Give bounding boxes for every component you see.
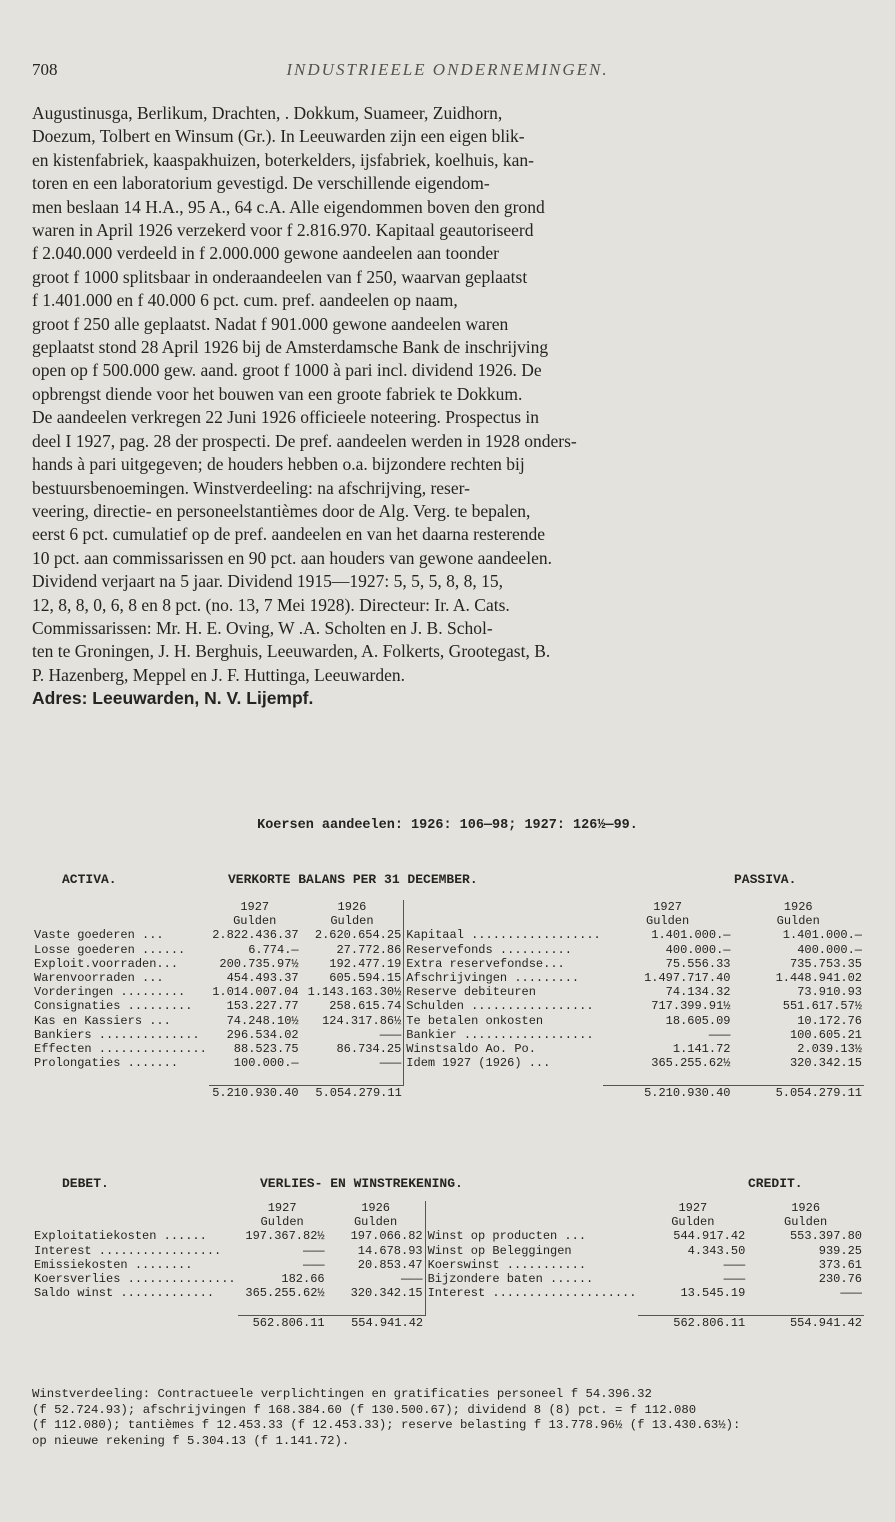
balance-year-row [32,900,864,914]
total-cell: 562.806.11 [638,1315,747,1330]
table-row [32,1244,864,1258]
body-line: 10 pct. aan commissarissen en 90 pct. aan houders van gewone aandeelen. [32,547,552,568]
item-label: Emissiekosten ........ [34,1257,193,1272]
amount-cell: 717.399.91½ [651,999,731,1014]
pl-totals-row [32,1315,864,1330]
item-label: Koersverlies ............... [34,1272,236,1287]
item-label: Bijzondere baten ...... [425,1272,638,1286]
amount-cell: ——— [723,1272,746,1287]
amount-cell: 18.605.09 [665,1013,731,1028]
body-line: groot f 250 alle geplaatst. Nadat f 901.000 gewone aandeelen waren [32,313,509,334]
table-row [32,1042,864,1056]
amount-cell: 13.545.19 [680,1286,746,1301]
amount-cell: 100.000.— [233,1056,299,1071]
body-line: waren in April 1926 verzekerd voor f 2.816.970. Kapitaal geautoriseerd [32,220,534,241]
total-cell: 562.806.11 [238,1315,327,1330]
amount-cell: 27.772.86 [336,942,402,957]
activa-heading: ACTIVA. [62,872,117,887]
unit-header: Gulden [671,1215,715,1230]
item-label: Exploitatiekosten ...... [34,1229,207,1244]
table-row [32,1014,864,1028]
body-line: men beslaan 14 H.A., 95 A., 64 c.A. Alle eigendommen boven den grond [32,196,545,217]
amount-cell: ——— [723,1257,746,1272]
amount-cell: 10.172.76 [797,1013,862,1028]
amount-cell: 197.367.82½ [245,1229,325,1244]
amount-cell: ——— [303,1257,325,1272]
total-cell: 554.941.42 [747,1315,864,1330]
year-header: 1927 [653,900,683,914]
item-label: Losse goederen ...... [34,942,186,957]
passiva-heading: PASSIVA. [734,872,797,887]
body-line: eerst 6 pct. cumulatief op de pref. aandeelen en van het daarna resterende [32,524,546,545]
unit-header: Gulden [784,1215,828,1230]
amount-cell: 320.342.15 [789,1056,862,1071]
table-row [32,957,864,971]
share-prices: Koersen aandeelen: 1926: 106—98; 1927: 126½—99. [257,818,638,833]
balance-rows [32,928,864,1070]
unit-header: Gulden [646,914,690,929]
body-line: groot f 1000 splitsbaar in onderaandeelen van f 250, waarvan geplaatst [32,266,528,287]
item-label: Bankiers .............. [34,1027,200,1042]
amount-cell: ——— [708,1027,731,1042]
unit-header: Gulden [353,1215,398,1230]
item-label: Koerswinst ........... [425,1258,638,1272]
item-label: Reserve debiteuren [404,985,603,999]
body-line: ten te Groningen, J. H. Berghuis, Leeuwarden, A. Folkerts, Grootegast, B. [32,641,551,662]
amount-cell: 1.401.000.— [782,928,862,943]
body-line: hands à pari uitgegeven; de houders hebben o.a. bijzondere rechten bij [32,454,525,475]
body-line: opbrengst diende voor het bouwen van een groote fabriek te Dokkum. [32,383,523,404]
profit-distribution [32,1387,864,1449]
amount-cell: ——— [303,1243,325,1258]
body-line: 12, 8, 8, 0, 6, 8 en 8 pct. (no. 13, 7 Mei 1928). Directeur: Ir. A. Cats. [32,594,510,615]
amount-cell: ——— [840,1286,862,1301]
table-row [32,1056,864,1070]
debet-heading: DEBET. [62,1176,109,1191]
item-label: Bankier .................. [404,1028,603,1042]
amount-cell: 153.227.77 [226,999,299,1014]
footer-line: Winstverdeeling: Contractueele verplichtingen en gratificaties personeel f 54.396.32 [32,1387,652,1401]
amount-cell: 20.853.47 [357,1257,423,1272]
item-label: Schulden ................. [404,999,603,1013]
item-label: Prolongaties ....... [34,1056,179,1071]
item-label: Exploit.voorraden... [34,956,179,971]
amount-cell: 1.014.007.04 [212,985,299,1000]
item-label: Kapitaal .................. [404,928,603,942]
amount-cell: 320.342.15 [350,1286,423,1301]
item-label: Winst op producten ... [425,1229,638,1243]
footer-line: (f 112.080); tantièmes f 12.453.33 (f 12.453.33); reserve belasting f 13.778.96½ (f 13.430.63½): [32,1418,741,1432]
total-cell: 5.210.930.40 [209,1085,301,1100]
table-row [32,1028,864,1042]
amount-cell: 197.066.82 [350,1229,423,1244]
table-row [32,971,864,985]
pl-table [32,1201,864,1330]
amount-cell: 544.917.42 [673,1229,746,1244]
amount-cell: 605.594.15 [329,971,402,986]
amount-cell: ——— [379,1056,402,1071]
unit-header: Gulden [330,914,374,929]
amount-cell: 14.678.93 [357,1243,423,1258]
body-line: deel I 1927, pag. 28 der prospecti. De pref. aandeelen werden in 1928 onders- [32,430,577,451]
unit-header: Gulden [776,914,820,929]
total-cell: 5.054.279.11 [301,1085,404,1100]
amount-cell: 400.000.— [797,942,862,957]
balance-table [32,900,864,1100]
amount-cell: 1.143.163.30½ [307,985,402,1000]
pl-unit-row [32,1215,864,1229]
amount-cell: 73.910.93 [797,985,862,1000]
item-label: Idem 1927 (1926) ... [404,1056,603,1070]
amount-cell: 100.605.21 [789,1027,862,1042]
amount-cell: 2.039.13½ [797,1042,862,1057]
amount-cell: 124.317.86½ [322,1013,402,1028]
body-line: bestuursbenoemingen. Winstverdeeling: na afschrijving, reser- [32,477,470,498]
amount-cell: 200.735.97½ [219,956,299,971]
year-header: 1926 [791,1201,821,1215]
amount-cell: 400.000.— [665,942,731,957]
amount-cell: 454.493.37 [226,971,299,986]
balance-totals-row [32,1085,864,1100]
body-line: Commissarissen: Mr. H. E. Oving, W .A. Scholten en J. B. Schol- [32,617,493,638]
amount-cell: ——— [400,1272,423,1287]
body-line: Augustinusga, Berlikum, Drachten, . Dokkum, Suameer, Zuidhorn, [32,103,503,123]
amount-cell: 75.556.33 [665,956,731,971]
body-line: De aandeelen verkregen 22 Juni 1926 officieele noteering. Prospectus in [32,407,540,428]
body-line: en kistenfabriek, kaaspakhuizen, boterkelders, ijsfabriek, koelhuis, kan- [32,149,534,170]
item-label: Effecten ............... [34,1042,207,1057]
footer-line: (f 52.724.93); afschrijvingen f 168.384.60 (f 130.500.67); dividend 8 (8) pct. = f 112.080 [32,1402,697,1417]
footer-line: op nieuwe rekening f 5.304.13 (f 1.141.72). [32,1433,350,1448]
pl-rows [32,1229,864,1300]
balance-title: VERKORTE BALANS PER 31 DECEMBER. [228,872,478,887]
amount-cell: 365.255.62½ [651,1056,731,1071]
amount-cell: 86.734.25 [336,1042,402,1057]
item-label: Winst op Beleggingen [425,1244,638,1258]
body-line: P. Hazenberg, Meppel en J. F. Huttinga, Leeuwarden. [32,664,405,685]
item-label: Consignaties ......... [34,999,193,1014]
table-row [32,943,864,957]
amount-cell: 2.822.436.37 [212,928,299,943]
unit-header: Gulden [260,1215,304,1230]
body-line: open op f 500.000 gew. aand. groot f 1000 à pari incl. dividend 1926. De [32,360,542,381]
amount-cell: 373.61 [818,1257,862,1272]
amount-cell: 2.620.654.25 [314,928,402,943]
item-label: Warenvoorraden ... [34,971,164,986]
year-header: 1926 [783,900,813,914]
amount-cell: 74.248.10½ [226,1013,299,1028]
amount-cell: 1.497.717.40 [644,971,731,986]
year-header: 1927 [267,1201,297,1215]
year-header: 1927 [240,900,270,914]
amount-cell: 1.141.72 [672,1042,731,1057]
total-cell: 554.941.42 [327,1315,425,1330]
item-label: Vaste goederen ... [34,928,164,943]
amount-cell: 230.76 [818,1272,862,1287]
item-label: Saldo winst ............. [34,1286,215,1301]
table-row [32,928,864,942]
amount-cell: ——— [379,1027,402,1042]
item-label: Kas en Kassiers ... [34,1013,171,1028]
amount-cell: 74.134.32 [665,985,731,1000]
page-number: 708 [32,60,58,79]
body-line: veering, directie- en personeelstantièmes door de Alg. Verg. te bepalen, [32,500,531,521]
table-row [32,999,864,1013]
total-cell: 5.054.279.11 [732,1085,864,1100]
amount-cell: 182.66 [281,1272,325,1287]
item-label: Te betalen onkosten [404,1014,603,1028]
year-header: 1926 [361,1201,390,1215]
amount-cell: 1.448.941.02 [775,971,862,986]
running-title: INDUSTRIEELE ONDERNEMINGEN. [286,60,609,79]
amount-cell: 88.523.75 [233,1042,299,1057]
item-label: Vorderingen ......... [34,985,186,1000]
amount-cell: 296.534.02 [226,1027,299,1042]
table-row [32,1272,864,1286]
item-label: Reservefonds .......... [404,943,603,957]
item-label: Winstsaldo Ao. Po. [404,1042,603,1056]
amount-cell: 6.774.— [248,942,299,957]
credit-heading: CREDIT. [748,1176,803,1191]
amount-cell: 1.401.000.— [651,928,731,943]
body-line: f 1.401.000 en f 40.000 6 pct. cum. pref. aandeelen op naam, [32,290,458,311]
item-label: Interest .................... [425,1286,638,1300]
year-header: 1927 [678,1201,708,1215]
pl-title: VERLIES- EN WINSTREKENING. [260,1176,463,1191]
table-row [32,985,864,999]
body-line: Dividend verjaart na 5 jaar. Dividend 1915—1927: 5, 5, 5, 8, 8, 15, [32,571,503,592]
amount-cell: 192.477.19 [329,956,402,971]
amount-cell: 553.397.80 [789,1229,862,1244]
amount-cell: 939.25 [818,1243,862,1258]
company-description [32,102,864,711]
body-line: f 2.040.000 verdeeld in f 2.000.000 gewone aandeelen aan toonder [32,243,499,264]
total-cell: 5.210.930.40 [603,1085,733,1100]
table-row [32,1258,864,1272]
amount-cell: 365.255.62½ [245,1286,325,1301]
amount-cell: 4.343.50 [687,1243,746,1258]
table-row [32,1229,864,1243]
item-label: Interest ................. [34,1243,222,1258]
page-header [32,60,863,86]
address-line: Adres: Leeuwarden, N. V. Lijempf. [32,688,314,709]
unit-header: Gulden [233,914,277,929]
amount-cell: 551.617.57½ [782,999,862,1014]
body-line: Doezum, Tolbert en Winsum (Gr.). In Leeuwarden zijn een eigen blik- [32,126,525,147]
pl-year-row [32,1201,864,1215]
body-line: geplaatst stond 28 April 1926 bij de Amsterdamsche Bank de inschrijving [32,337,549,358]
table-row [32,1286,864,1300]
amount-cell: 258.615.74 [329,999,402,1014]
item-label: Afschrijvingen ......... [404,971,603,985]
amount-cell: 735.753.35 [789,956,862,971]
balance-unit-row [32,914,864,928]
item-label: Extra reservefondse... [404,957,603,971]
body-line: toren en een laboratorium gevestigd. De verschillende eigendom- [32,173,490,194]
year-header: 1926 [337,900,367,914]
